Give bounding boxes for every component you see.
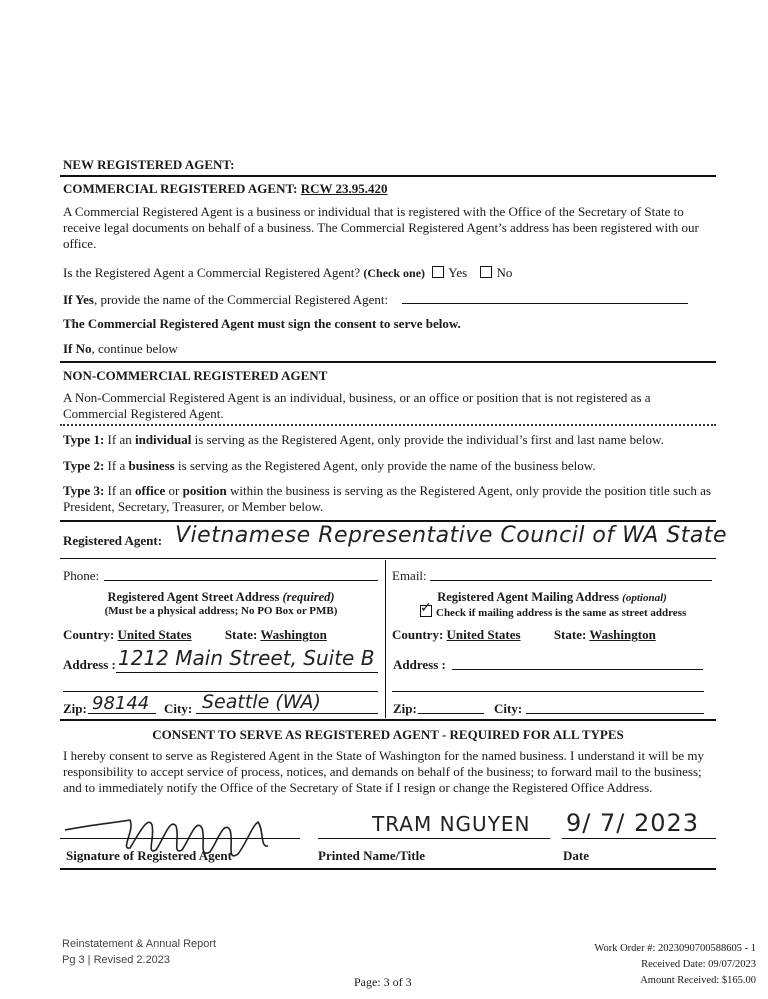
type3-text-d: position (182, 483, 227, 498)
must-sign-note: The Commercial Registered Agent must sign the consent to serve below. (63, 316, 461, 331)
street-zip-label: Zip: (63, 701, 87, 716)
mailing-same-check (420, 601, 687, 619)
type2-text-c: is serving as the Registered Agent, only provide the name of the business below. (174, 458, 596, 473)
dotted-divider (60, 424, 716, 426)
mailing-check-label: Check if mailing address is the same as street address (436, 607, 687, 619)
street-city-line (196, 713, 378, 714)
if-yes-line (63, 292, 388, 308)
registered-agent-name[interactable]: Vietnamese Representative Council of WA State (175, 523, 728, 548)
divider (60, 558, 716, 559)
divider (60, 868, 716, 870)
type2-label: Type 2: (63, 458, 105, 473)
type1-text-c: is serving as the Registered Agent, only provide the individual’s first and last name below. (191, 432, 664, 447)
street-address-title (63, 590, 379, 605)
if-no-text: , continue below (91, 341, 178, 356)
signature-label: Signature of Registered Agent (66, 848, 232, 863)
type3-label: Type 3: (63, 483, 105, 498)
date-label: Date (563, 848, 589, 863)
footer-page-count: Page: 3 of 3 (354, 975, 412, 989)
phone-field[interactable] (104, 580, 378, 581)
street-required: (required) (282, 590, 335, 604)
signature-value (60, 800, 61, 801)
consent-title: CONSENT TO SERVE AS REGISTERED AGENT - REQUIRED FOR ALL TYPES (152, 727, 624, 742)
type3-text-e: within the business is serving as the Registered Agent, only provide the position title such as President, Secretary, Treasurer, or Member below. (63, 483, 711, 514)
state-value: Washington (260, 627, 327, 642)
country-label: Country: (63, 627, 115, 642)
same-address-checkbox[interactable] (420, 601, 432, 617)
no-label: No (496, 265, 513, 280)
mailing-country-label: Country: (392, 627, 444, 642)
country-value: United States (117, 627, 192, 642)
yes-label: Yes (448, 265, 468, 280)
printed-name-value[interactable]: TRAM NGUYEN (372, 812, 531, 836)
mailing-state-label: State: (553, 627, 587, 642)
work-order-number: Work Order #: 2023090700588605 - 1 (594, 943, 756, 954)
type2-text-a: If a (104, 458, 129, 473)
type3-text-b: office (134, 483, 166, 498)
phone-label: Phone: (63, 568, 100, 583)
mailing-state-value: Washington (589, 627, 656, 642)
street-address-value[interactable]: 1212 Main Street, Suite B (118, 646, 375, 670)
if-no-bold: If No (63, 341, 92, 356)
date-line (562, 838, 716, 839)
type1-text-b: individual (134, 432, 192, 447)
street-address-note: (Must be a physical address; No PO Box or PMB) (104, 605, 338, 617)
commercial-title-text: COMMERCIAL REGISTERED AGENT: (63, 181, 301, 196)
date-value[interactable]: 9/ 7/ 2023 (566, 809, 700, 837)
type1-label: Type 1: (63, 432, 105, 447)
consent-text: I hereby consent to serve as Registered Agent in the State of Washington for the named business. I understand it will be my responsibility to accept service of process, notices, and demands on behalf of the business; to forward mail to the business; and to immediately notify the Office of the Secretary of State if I resign or change the Registered Office Address. (63, 748, 704, 795)
amount-received: Amount Received: $165.00 (640, 975, 756, 986)
non-commercial-title: NON-COMMERCIAL REGISTERED AGENT (63, 368, 328, 383)
signature-line[interactable] (60, 838, 300, 839)
street-address-line (116, 672, 378, 673)
printed-name-label: Printed Name/Title (318, 848, 425, 863)
commercial-question (63, 265, 512, 281)
mailing-zip-field[interactable] (418, 713, 484, 714)
email-label: Email: (392, 568, 427, 583)
street-country (63, 627, 327, 643)
mailing-title-text: Registered Agent Mailing Address (437, 590, 620, 604)
mailing-address-field[interactable] (452, 669, 703, 670)
printed-name-line (318, 838, 550, 839)
divider (60, 361, 716, 363)
street-title-text: Registered Agent Street Address (107, 590, 280, 604)
mailing-address-title (392, 590, 712, 605)
column-divider (385, 560, 386, 718)
mailing-zip-label: Zip: (393, 701, 417, 716)
footer-form-name: Reinstatement & Annual Report (62, 938, 217, 950)
type2-line (63, 458, 596, 474)
footer-receipt (594, 941, 756, 989)
mailing-address-line-2[interactable] (392, 691, 704, 692)
divider (60, 719, 716, 721)
type3-text-c: or (165, 483, 183, 498)
question-text: Is the Registered Agent a Commercial Registered Agent? (63, 265, 361, 280)
mailing-country (392, 627, 656, 643)
yes-checkbox[interactable] (432, 266, 444, 278)
no-checkbox[interactable] (480, 266, 492, 278)
mailing-address-label: Address : (393, 657, 446, 672)
commercial-agent-name-field[interactable] (402, 303, 688, 304)
registered-agent-label: Registered Agent: (63, 533, 163, 548)
mailing-optional: (optional) (622, 592, 667, 604)
divider (60, 175, 716, 177)
commercial-title (63, 181, 388, 197)
type1-text-a: If an (104, 432, 135, 447)
received-date: Received Date: 09/07/2023 (641, 959, 756, 970)
street-zip-value[interactable]: 98144 (92, 693, 150, 714)
if-yes-text: , provide the name of the Commercial Registered Agent: (93, 292, 389, 307)
divider (60, 520, 716, 522)
check-mark-icon: ✓ (420, 601, 432, 616)
type3-text-a: If an (104, 483, 135, 498)
if-yes-bold: If Yes (63, 292, 94, 307)
rcw-link[interactable]: RCW 23.95.420 (300, 181, 388, 196)
street-city-label: City: (164, 701, 193, 716)
mailing-country-value: United States (446, 627, 521, 642)
footer-page-revision: Pg 3 | Revised 2.2023 (62, 954, 171, 966)
type1-line (63, 432, 664, 448)
email-field[interactable] (430, 580, 712, 581)
state-label: State: (224, 627, 258, 642)
type2-text-b: business (128, 458, 175, 473)
street-city-value[interactable]: Seattle (WA) (202, 691, 321, 713)
street-zip-line (88, 713, 156, 714)
commercial-description: A Commercial Registered Agent is a business or individual that is registered with the Office of the Secretary of State to receive legal documents on behalf of a business. The Commercial Registered Agent’s address has been registered with our office. (63, 204, 699, 251)
check-one-label: (Check one) (363, 266, 426, 280)
mailing-city-label: City: (494, 701, 523, 716)
street-address-label: Address : (63, 657, 116, 672)
new-agent-title: NEW REGISTERED AGENT: (63, 157, 235, 172)
non-commercial-description: A Non-Commercial Registered Agent is an individual, business, or an office or position that is not registered as a Commercial Registered Agent. (63, 390, 651, 421)
if-no-line (63, 341, 178, 357)
type3-line (63, 483, 713, 515)
mailing-city-field[interactable] (526, 713, 704, 714)
